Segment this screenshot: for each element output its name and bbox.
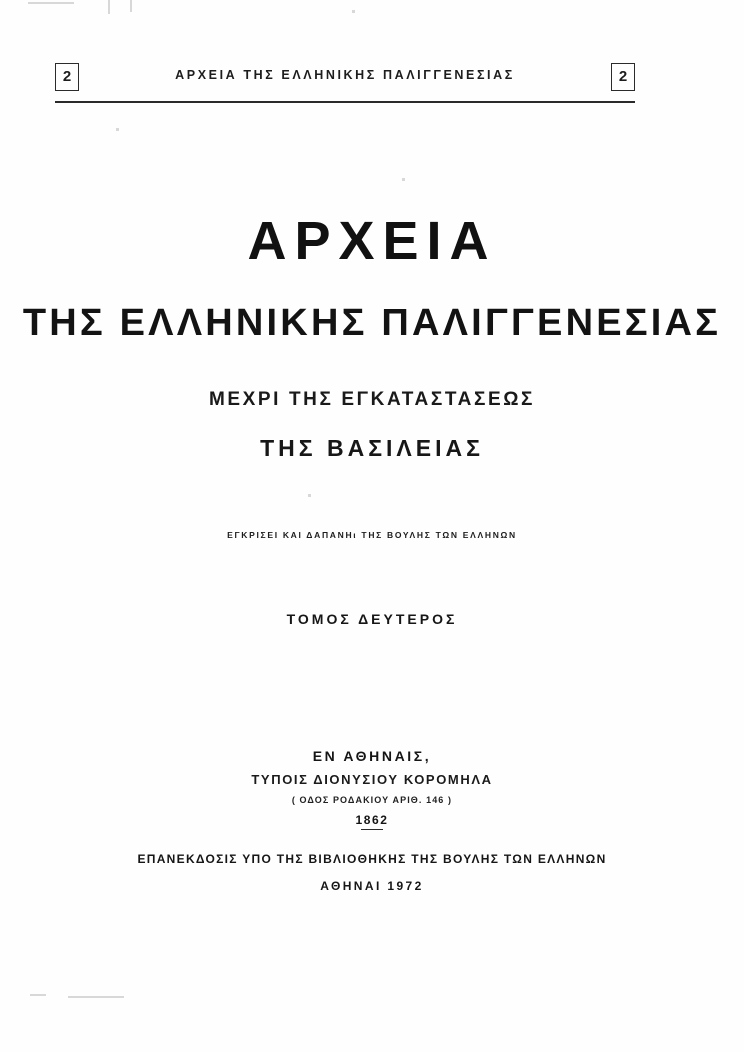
reissue-block [0, 852, 744, 893]
running-header-title: ΑΡΧΕΙΑ ΤΗΣ ΕΛΛΗΝΙΚΗΣ ΠΑΛΙΓΓΕΝΕΣΙΑΣ [175, 68, 515, 82]
imprint-block [0, 748, 744, 830]
scan-artifact [68, 996, 124, 998]
imprint-printer: ΤΥΠΟΙΣ ΔΙΟΝΥΣΙΟΥ ΚΟΡΟΜΗΛΑ [251, 772, 493, 787]
imprint-year: 1862 [355, 813, 388, 830]
volume-label: ΤΟΜΟΣ ΔΕΥΤΕΡΟΣ [286, 611, 458, 627]
scan-artifact [308, 494, 311, 497]
scan-artifact [28, 2, 74, 4]
imprint-city: ΕΝ ΑΘΗΝΑΙΣ, [312, 748, 432, 764]
title-line-4: ΤΗΣ ΒΑΣΙΛΕΙΑΣ [260, 435, 484, 461]
reissue-publisher: ΕΠΑΝΕΚΔΟΣΙΣ ΥΠΟ ΤΗΣ ΒΙΒΛΙΟΘΗΚΗΣ ΤΗΣ ΒΟΥΛΗΣ ΤΩΝ ΕΛΛΗΝΩΝ [137, 852, 607, 866]
title-line-3: ΜΕΧΡΙ ΤΗΣ ΕΓΚΑΤΑΣΤΑΣΕΩΣ [208, 389, 536, 410]
page-title: ΑΡΧΕΙΑ [247, 211, 497, 271]
page-header [55, 58, 635, 102]
scan-artifact [352, 10, 355, 13]
scan-artifact [116, 128, 119, 131]
imprint-address: ( ΟΔΟΣ ΡΟΔΑΚΙΟΥ ΑΡΙΘ. 146 ) [291, 795, 453, 805]
page-subtitle: ΤΗΣ ΕΛΛΗΝΙΚΗΣ ΠΑΛΙΓΓΕΝΕΣΙΑΣ [22, 302, 722, 344]
header-divider [55, 101, 635, 103]
approval-statement: ΕΓΚΡΙΣΕΙ ΚΑΙ ΔΑΠΑΝΗι ΤΗΣ ΒΟΥΛΗΣ ΤΩΝ ΕΛΛΗΝΩΝ [227, 530, 517, 540]
scan-artifact [108, 0, 110, 14]
folio-number-left: 2 [55, 63, 79, 91]
scan-artifact [30, 994, 46, 996]
folio-number-right: 2 [611, 63, 635, 91]
scan-artifact [130, 0, 132, 12]
title-block [0, 150, 744, 462]
reissue-place-year: ΑΘΗΝΑΙ 1972 [320, 879, 424, 893]
